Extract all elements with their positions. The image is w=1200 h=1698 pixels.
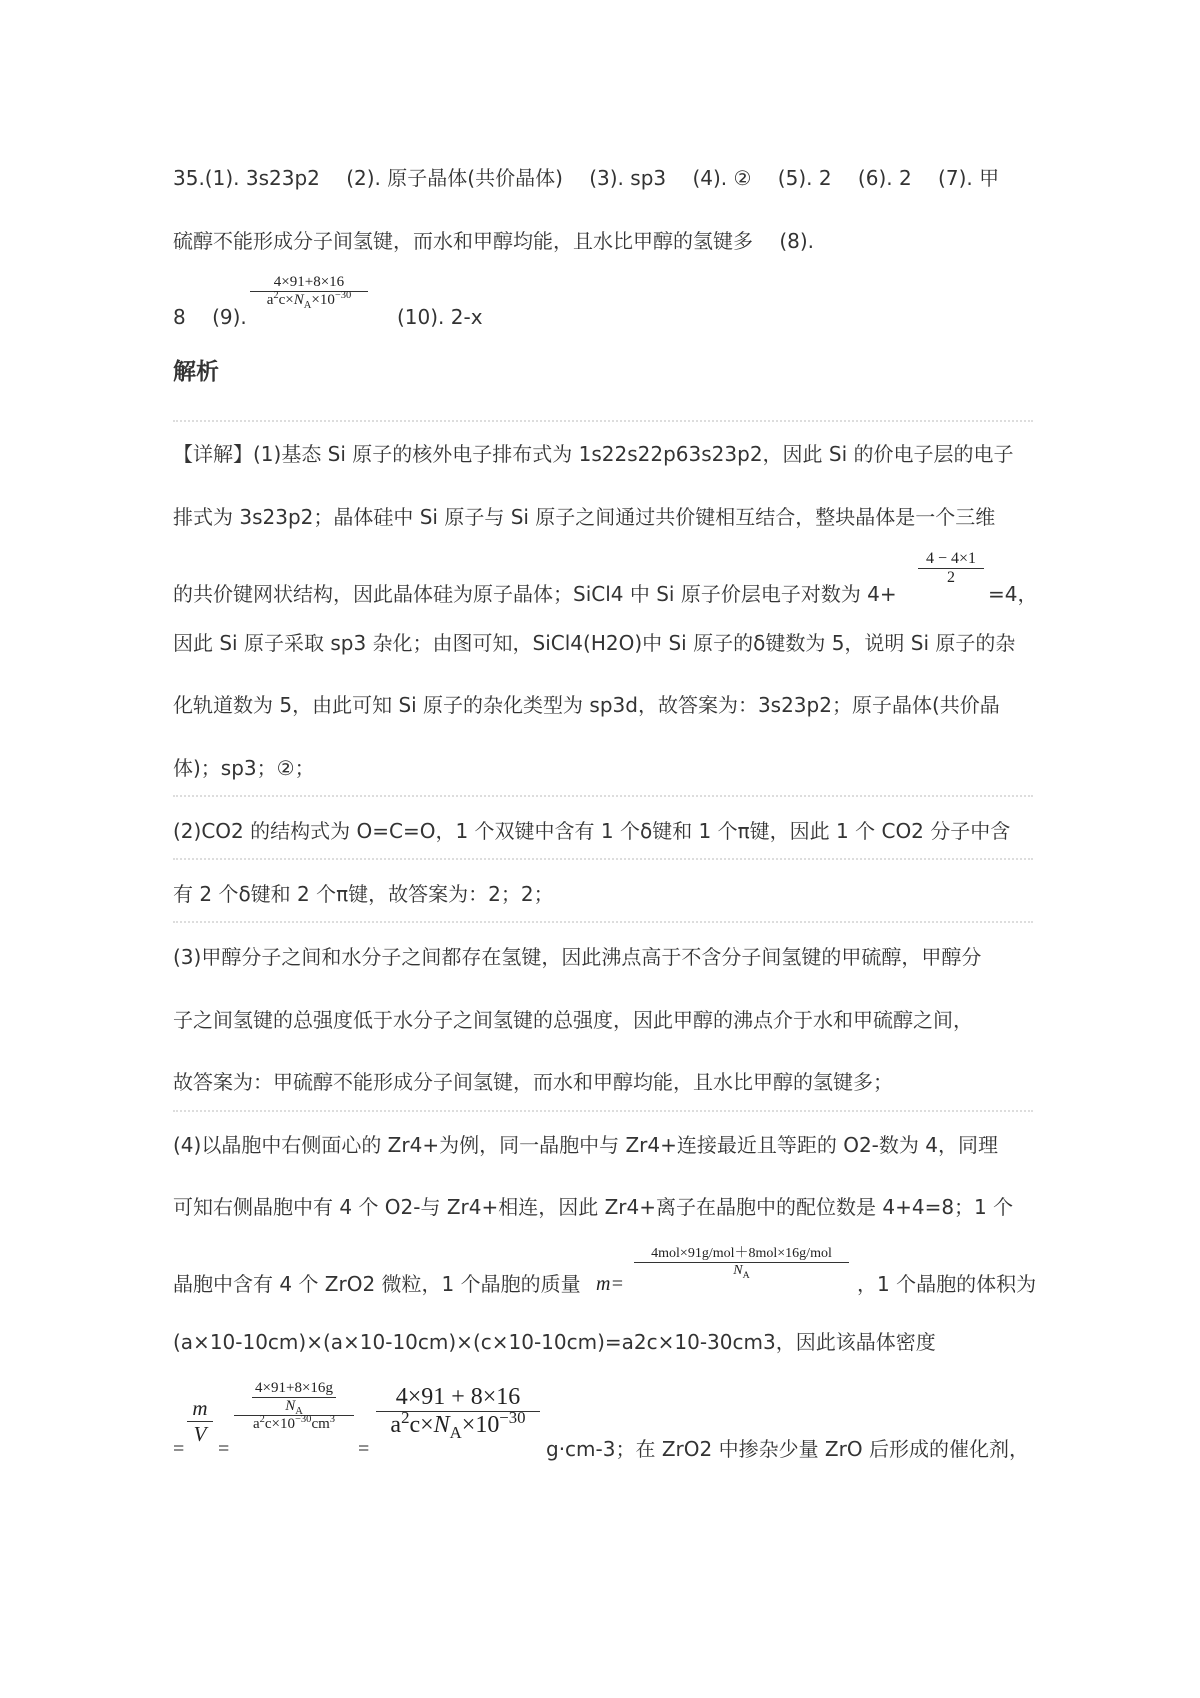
- answer-line-2: 硫醇不能形成分子间氢键，而水和甲醇均能，且水比甲醇的氢键多 (8).: [173, 229, 815, 253]
- m-over-v-fraction: m V: [187, 1396, 213, 1447]
- fraction-numerator: 4×91+8×16: [273, 274, 345, 290]
- dotted-divider: [173, 795, 1033, 797]
- equals-sign: =: [173, 1438, 185, 1460]
- p3-line-1: (3)甲醇分子之间和水分子之间都存在氢键，因此沸点高于不含分子间氢键的甲硫醇，甲醇分: [173, 945, 982, 969]
- p1-line-5: 化轨道数为 5，由此可知 Si 原子的杂化类型为 sp3d，故答案为：3s23p2；原子晶体(共价晶: [173, 693, 1000, 717]
- p4-line-1: (4)以晶胞中右侧面心的 Zr4+为例，同一晶胞中与 Zr4+连接最近且等距的 O2-数为 4，同理: [173, 1133, 998, 1157]
- dotted-divider: [173, 1110, 1033, 1112]
- p2-line-1: (2)CO2 的结构式为 O=C=O，1 个双键中含有 1 个δ键和 1 个π键，因此 1 个 CO2 分子中含: [173, 819, 1011, 843]
- p4-line-2: 可知右侧晶胞中有 4 个 O2-与 Zr4+相连，因此 Zr4+离子在晶胞中的配位数是 4+4=8；1 个: [173, 1195, 1014, 1219]
- answer-line-3-suffix: (10). 2-x: [397, 305, 483, 329]
- answer-line-3-prefix: 8 (9).: [173, 305, 247, 329]
- electron-pair-fraction: 4 − 4×1 2: [918, 550, 984, 587]
- section-heading: 解析: [173, 359, 219, 385]
- p1-line-4: 因此 Si 原子采取 sp3 杂化；由图可知，SiCl4(H2O)中 Si 原子的δ键数为 5，说明 Si 原子的杂: [173, 631, 1016, 655]
- p4-line-3b: ，1 个晶胞的体积为: [857, 1272, 1037, 1296]
- answer-density-fraction: [250, 274, 368, 309]
- answer-line-1: 35.(1). 3s23p2 (2). 原子晶体(共价晶体) (3). sp3 (4). ② (5). 2 (6). 2 (7). 甲: [173, 166, 1000, 190]
- p4-line-4: (a×10-10cm)×(a×10-10cm)×(c×10-10cm)=a2c×10-30cm3，因此该晶体密度: [173, 1330, 936, 1354]
- cell-mass-fraction: 4mol×91g/mol＋8mol×16g/mol $N_A$: [634, 1242, 849, 1279]
- p1-line-2: 排式为 3s23p2；晶体硅中 Si 原子与 Si 原子之间通过共价键相互结合，整块晶体是一个三维: [173, 505, 996, 529]
- dotted-divider: [173, 858, 1033, 860]
- p3-line-3: 故答案为：甲硫醇不能形成分子间氢键，而水和甲醇均能，且水比甲醇的氢键多；: [173, 1070, 893, 1094]
- equals-sign: =: [358, 1438, 370, 1460]
- p4-line-5-suffix: g·cm-3；在 ZrO2 中掺杂少量 ZrO 后形成的催化剂，: [546, 1437, 1029, 1461]
- fraction-denominator: $a^2c\times N_A\times 10^{-30}$: [266, 290, 352, 311]
- dotted-divider: [173, 921, 1033, 923]
- p3-line-2: 子之间氢键的总强度低于水分子之间氢键的总强度，因此甲醇的沸点介于水和甲硫醇之间，: [173, 1008, 973, 1032]
- p1-line-3a: 的共价键网状结构，因此晶体硅为原子晶体；SiCl4 中 Si 原子价层电子对数为 4+: [173, 582, 897, 606]
- p1-line-1: 【详解】(1)基态 Si 原子的核外电子排布式为 1s22s22p63s23p2，因此 Si 的价电子层的电子: [173, 442, 1014, 466]
- dotted-divider: [173, 420, 1033, 422]
- mass-symbol: m=: [596, 1273, 624, 1295]
- p1-line-6: 体)；sp3；②；: [173, 756, 315, 780]
- p4-line-3a: 晶胞中含有 4 个 ZrO2 微粒，1 个晶胞的质量: [173, 1272, 581, 1296]
- density-compound-fraction: 4×91+8×16g $N_A$ $a^2c\times 10^{-30}cm^3$: [234, 1380, 354, 1433]
- p1-line-3b: =4，: [988, 582, 1038, 606]
- equals-sign: =: [218, 1438, 230, 1460]
- density-final-fraction: 4×91 + 8×16 $a^2c\times N_A\times 10^{-30}$: [376, 1384, 540, 1439]
- p2-line-2: 有 2 个δ键和 2 个π键，故答案为：2；2；: [173, 882, 554, 906]
